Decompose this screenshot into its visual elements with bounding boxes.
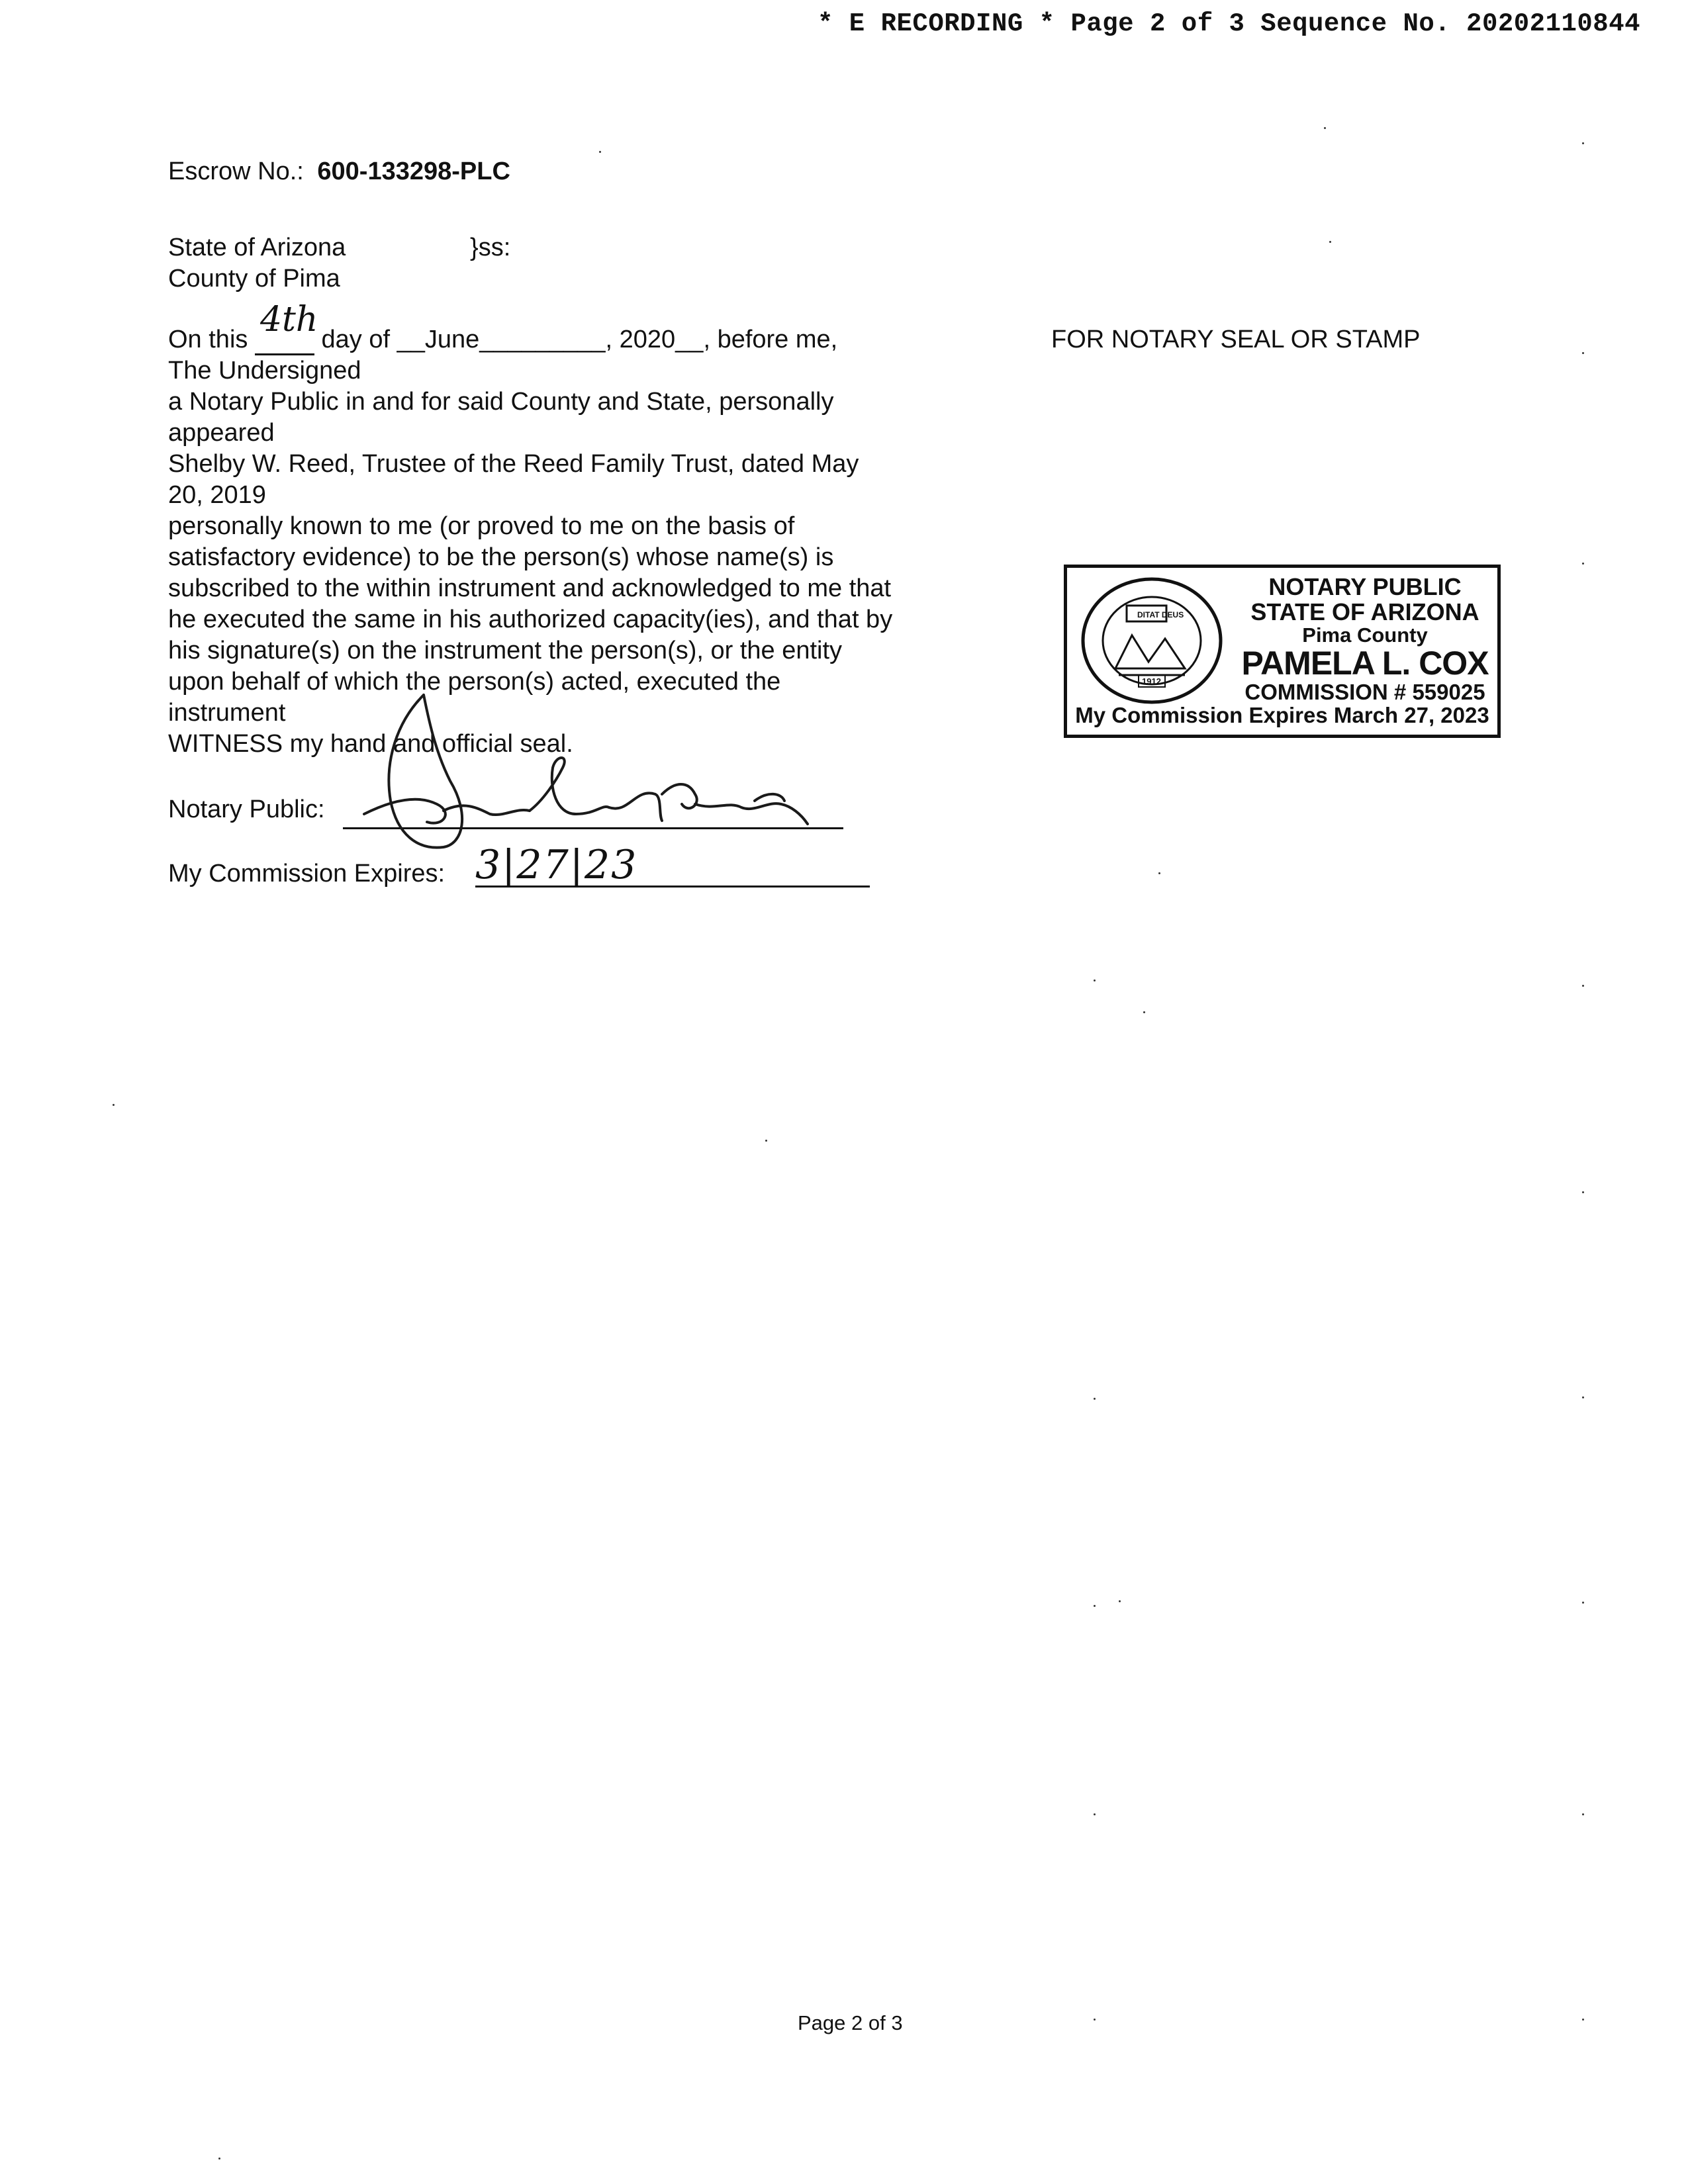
- scan-speck: [1582, 352, 1584, 354]
- day-handwritten: 4th: [259, 300, 318, 340]
- witness-line: WITNESS my hand and official seal.: [168, 730, 573, 758]
- notary-line-2: appeared: [168, 419, 275, 447]
- stamp-line-state: STATE OF ARIZONA: [1250, 598, 1479, 625]
- scan-speck: [1582, 1813, 1584, 1815]
- notary-seal-label: FOR NOTARY SEAL OR STAMP: [1051, 326, 1421, 353]
- body-line-7: instrument: [168, 699, 286, 727]
- scan-speck: [1119, 1600, 1121, 1602]
- escrow-line: [168, 156, 510, 187]
- body-line-3: subscribed to the within instrument and acknowledged to me that: [168, 574, 892, 602]
- scan-speck: [1094, 1605, 1096, 1607]
- stamp-line-county: Pima County: [1302, 623, 1428, 647]
- stamp-commission-number: COMMISSION # 559025: [1244, 679, 1485, 704]
- scan-speck: [765, 1140, 767, 1142]
- before-me-text: , before me,: [703, 326, 838, 353]
- scan-speck: [1582, 1396, 1584, 1398]
- notary-signature-icon: [291, 682, 854, 860]
- body-line-2: satisfactory evidence) to be the person(s) whose name(s) is: [168, 543, 834, 571]
- notary-public-label: Notary Public:: [168, 796, 325, 823]
- scan-speck: [1582, 1191, 1584, 1193]
- venue-ss: }ss:: [470, 234, 511, 261]
- officer-line: The Undersigned: [168, 357, 361, 385]
- commission-expires-label: My Commission Expires:: [168, 860, 445, 887]
- venue-county: County of Pima: [168, 265, 340, 293]
- comma-text: ,: [605, 326, 613, 353]
- scan-speck: [1582, 142, 1584, 144]
- stamp-text-block: [1233, 574, 1497, 704]
- notary-stamp: [1064, 565, 1501, 738]
- page-footer: Page 2 of 3: [798, 2011, 903, 2034]
- scan-speck: [1582, 563, 1584, 565]
- month-text: June: [424, 326, 480, 353]
- scan-speck: [1582, 985, 1584, 987]
- year-text: 2020__: [619, 326, 704, 353]
- scan-speck: [1329, 241, 1331, 243]
- acknowledgment-date-line: [168, 300, 838, 355]
- scan-speck: [1094, 1398, 1096, 1400]
- escrow-label: Escrow No.:: [168, 158, 304, 185]
- scan-speck: [599, 151, 601, 153]
- body-line-4: he executed the same in his authorized capacity(ies), and that by: [168, 606, 893, 633]
- scan-speck: [1324, 127, 1326, 129]
- scan-speck: [1582, 1602, 1584, 1604]
- body-line-6: upon behalf of which the person(s) acted, executed the: [168, 668, 781, 696]
- scan-speck: [1094, 979, 1096, 981]
- scan-speck: [1094, 1813, 1096, 1815]
- state-seal-icon: [1079, 576, 1225, 705]
- venue-state: State of Arizona: [168, 234, 346, 261]
- stamp-commission-expires: My Commission Expires March 27, 2023: [1075, 703, 1489, 727]
- scan-speck: [113, 1104, 115, 1106]
- day-of-text: day of: [321, 326, 391, 353]
- commission-expires-handwritten: 3|27|23: [475, 842, 638, 888]
- scan-speck: [1158, 872, 1160, 874]
- body-line-5: his signature(s) on the instrument the person(s), or the entity: [168, 637, 843, 664]
- signer-line-2: 20, 2019: [168, 481, 266, 509]
- escrow-number: 600-133298-PLC: [317, 158, 510, 185]
- scan-speck: [1143, 1011, 1145, 1013]
- signer-line-1: Shelby W. Reed, Trustee of the Reed Family Trust, dated May: [168, 450, 859, 478]
- stamp-line-notary-public: NOTARY PUBLIC: [1268, 573, 1462, 600]
- stamp-notary-name: PAMELA L. COX: [1241, 645, 1489, 682]
- day-blank: [255, 300, 318, 355]
- scan-speck: [1582, 2019, 1584, 2021]
- seal-motto-text: DITAT DEUS: [1137, 610, 1184, 619]
- on-this-text: On this: [168, 326, 248, 353]
- month-prefix: __: [397, 326, 425, 353]
- month-blank: _________: [479, 326, 606, 353]
- scan-speck: [218, 2158, 220, 2160]
- recording-header: * E RECORDING * Page 2 of 3 Sequence No. 20202110844: [818, 9, 1640, 38]
- seal-year-text: 1912: [1142, 676, 1161, 686]
- notary-line-1: a Notary Public in and for said County and State, personally: [168, 388, 834, 416]
- scan-speck: [1094, 2019, 1096, 2021]
- body-line-1: personally known to me (or proved to me on the basis of: [168, 512, 795, 540]
